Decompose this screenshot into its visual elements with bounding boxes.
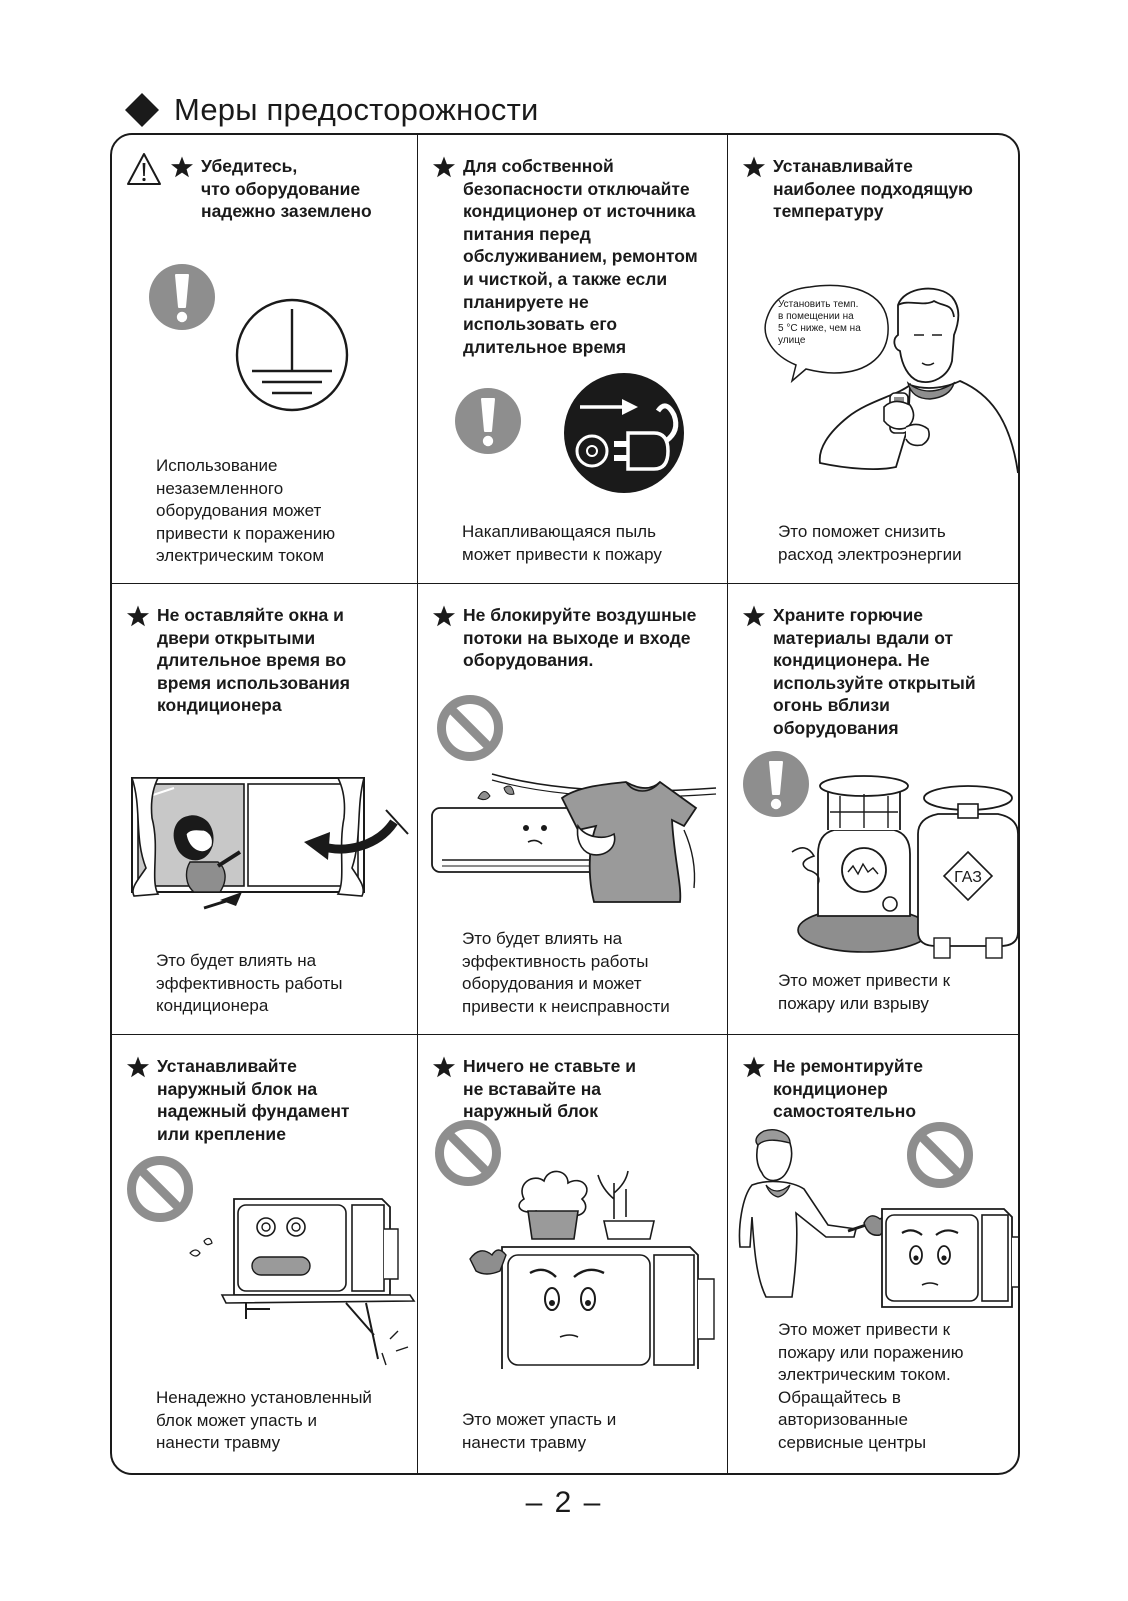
precaution-heading: Храните горючие материалы вдали от кондиционера. Не используйте открытый огонь вблизи оборудования	[773, 605, 976, 738]
page-header	[124, 88, 539, 132]
precaution-body: Это может упасть и нанести травму	[462, 1410, 617, 1452]
precaution-grounding	[112, 135, 418, 584]
diamond-icon	[124, 92, 160, 128]
precautions-grid	[110, 133, 1020, 1475]
precaution-body: Это поможет снизить расход электроэнергии	[778, 522, 962, 564]
cell-header	[432, 1055, 721, 1123]
prohibition-icon	[436, 694, 504, 762]
cell-header	[742, 604, 1012, 740]
cell-header	[742, 155, 1012, 223]
precaution-temperature	[728, 135, 1018, 584]
precaution-no-objects-on-unit	[418, 1035, 728, 1473]
star-icon	[742, 155, 766, 179]
precaution-no-self-repair	[728, 1035, 1018, 1473]
cell-header	[126, 155, 411, 223]
blocked-ac-illustration	[428, 768, 718, 908]
precaution-heading: Устанавливайте наиболее подходящую температуру	[773, 156, 973, 222]
speech-bubble-line: в помещении на	[778, 311, 854, 322]
precaution-body: Использование незаземленного оборудования может привести к поражению электрическим током	[156, 456, 336, 566]
unplug-icon	[562, 371, 686, 495]
precaution-heading: Устанавливайте наружный блок на надежный фундамент или крепление	[157, 1056, 350, 1144]
star-icon	[170, 155, 194, 179]
self-repair-illustration	[736, 1127, 1020, 1317]
precaution-heading: Не оставляйте окна и двери открытыми длительное время во время использования кондиционера	[157, 605, 350, 716]
star-icon	[432, 1055, 456, 1079]
precaution-body: Это будет влиять на эффективность работы кондиционера	[156, 951, 343, 1016]
star-icon	[126, 1055, 150, 1079]
cell-header	[742, 1055, 1012, 1123]
precaution-body: Это будет влиять на эффективность работы оборудования и может привести к неисправности	[462, 929, 670, 1016]
precaution-power-off	[418, 135, 728, 584]
cell-header	[432, 155, 721, 358]
precaution-heading: Не блокируйте воздушные потоки на выходе и входе оборудования.	[463, 605, 697, 671]
gas-label: ГАЗ	[954, 869, 982, 886]
man-with-remote-illustration	[748, 277, 1020, 477]
star-icon	[742, 1055, 766, 1079]
precaution-heading: Убедитесь, что оборудование надежно заземлено	[201, 156, 372, 222]
open-window-illustration	[124, 768, 414, 918]
precaution-body: Это может привести к пожару или поражению электрическим током. Обращайтесь в авторизованные сервисные центры	[778, 1320, 964, 1452]
warning-triangle-icon	[126, 152, 162, 186]
precaution-body: Ненадежно установленный блок может упасть и нанести травму	[156, 1388, 372, 1453]
speech-bubble-line: 5 °С ниже, чем на	[778, 323, 861, 334]
star-icon	[432, 604, 456, 628]
speech-bubble-line: Установить темп.	[778, 299, 859, 310]
loaded-outdoor-unit-illustration	[464, 1159, 726, 1369]
star-icon	[742, 604, 766, 628]
cell-header	[126, 1055, 411, 1145]
star-icon	[432, 155, 456, 179]
precaution-body: Это может привести к пожару или взрыву	[778, 971, 951, 1013]
prohibition-icon	[126, 1155, 194, 1223]
falling-outdoor-unit-illustration	[186, 1183, 416, 1373]
precaution-windows	[112, 584, 418, 1035]
exclamation-circle-icon	[148, 263, 216, 331]
heater-and-gas-tank-illustration	[788, 774, 1020, 964]
precaution-airflow	[418, 584, 728, 1035]
precaution-body: Накапливающаяся пыль может привести к пожару	[462, 522, 662, 564]
page-title: Меры предосторожности	[174, 92, 539, 127]
cell-header	[126, 604, 411, 717]
cell-header	[432, 604, 721, 672]
precaution-flammables	[728, 584, 1018, 1035]
precaution-heading: Для собственной безопасности отключайте кондиционер от источника питания перед обслуживанием, ремонтом и чисткой, а также если планируете не использовать его длительное время	[463, 156, 698, 357]
precaution-heading: Не ремонтируйте кондиционер самостоятельно	[773, 1056, 923, 1122]
precaution-heading: Ничего не ставьте и не вставайте на наружный блок	[463, 1056, 637, 1122]
page-number: – 2 –	[525, 1486, 603, 1519]
exclamation-circle-icon	[454, 387, 522, 455]
ground-symbol-icon	[232, 295, 352, 415]
speech-bubble-line: улице	[778, 335, 806, 346]
star-icon	[126, 604, 150, 628]
precaution-outdoor-mounting	[112, 1035, 418, 1473]
